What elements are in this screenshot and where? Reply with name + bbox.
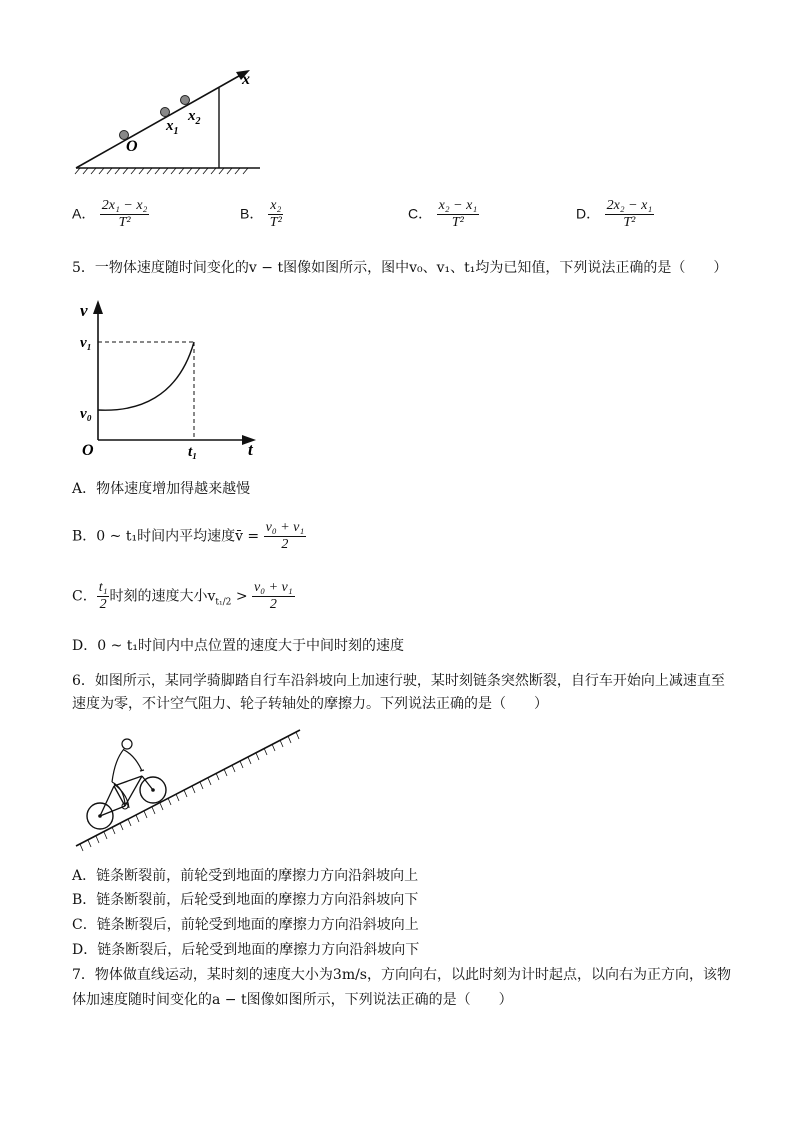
ball-x2 — [181, 96, 190, 105]
t-axis-label: t — [248, 440, 253, 459]
slope-line — [76, 730, 300, 846]
axis-x-label: x — [242, 71, 250, 88]
option-letter: B． — [240, 205, 264, 222]
option-letter: D． — [576, 205, 601, 222]
ball-x1 — [161, 108, 170, 117]
q4-option-a — [72, 198, 149, 231]
option-b-text: B．0 ~ t₁时间内平均速度v̄ = — [72, 528, 260, 545]
fraction: $\frac{\text{v₀ + v₁}}{2}$ — [254, 580, 293, 612]
q5-option-b — [72, 520, 306, 553]
q5-stem: 5．一物体速度随时间变化的v − t图像如图所示，图中v₀、v₁、t₁均为已知值，下列说法正确的是（ ） — [72, 260, 728, 276]
v-axis-arrow — [93, 300, 103, 314]
q4-option-c — [408, 198, 479, 231]
q7-stem-line1: 7．物体做直线运动，某时刻的速度大小为3m/s，方向向右，以此时刻为计时起点，以向右为正方向，该物 — [72, 967, 731, 983]
v0-label: v₀ — [80, 406, 92, 422]
fraction: $\frac{\text{x₂ − x₁}}{\text{T²}}$ — [438, 198, 478, 230]
q4-option-d — [576, 198, 654, 231]
fraction: $\frac{\text{t₁}}{2}$ — [98, 580, 108, 612]
q4-option-b — [240, 198, 284, 231]
x1-label: $x_1$ — [166, 118, 179, 137]
option-letter: C． — [72, 588, 97, 605]
incline-line — [76, 72, 246, 168]
q6-stem-line2: 速度为零，不计空气阻力、轮子转轴处的摩擦力。下列说法正确的是（ ） — [72, 696, 548, 712]
q6-stem-line1: 6．如图所示，某同学骑脚踏自行车沿斜坡向上加速行驶，某时刻链条突然断裂，自行车开始向上减速直至 — [72, 673, 725, 689]
option-letter: A． — [72, 205, 96, 222]
fraction: $\frac{\text{2x₂ − x₁}}{\text{T²}}$ — [606, 198, 653, 230]
bicycle-figure — [72, 724, 306, 854]
x2-label: $x_2$ — [188, 108, 201, 127]
q6-option-a: A．链条断裂前，前轮受到地面的摩擦力方向沿斜坡向上 — [72, 868, 419, 884]
q5-option-a: A．物体速度增加得越来越慢 — [72, 481, 251, 497]
fraction: $\frac{\text{x₂}}{\text{T²}}$ — [269, 198, 282, 230]
fraction: $\frac{\text{v₀ + v₁}}{2}$ — [265, 520, 305, 552]
q7-stem-line2: 体加速度随时间变化的a − t图像如图所示，下列说法正确的是（ ） — [72, 992, 513, 1008]
option-c-text: 时刻的速度大小v — [109, 588, 216, 605]
greater-than: > — [235, 588, 248, 605]
q6-option-b: B．链条断裂前，后轮受到地面的摩擦力方向沿斜坡向下 — [72, 892, 419, 908]
q5-option-c — [72, 580, 295, 613]
vt-graph — [78, 298, 264, 464]
rider — [112, 739, 142, 808]
origin-label: O — [82, 442, 94, 459]
v-axis-label: v — [80, 301, 88, 320]
q6-option-c: C．链条断裂后，前轮受到地面的摩擦力方向沿斜坡向上 — [72, 917, 419, 933]
origin-label: O — [126, 138, 138, 155]
subscript: t₁/2 — [215, 597, 232, 608]
q5-option-d: D．0 ~ t₁时间内中点位置的速度大于中间时刻的速度 — [72, 638, 404, 654]
q6-option-d: D．链条断裂后，后轮受到地面的摩擦力方向沿斜坡向下 — [72, 942, 420, 958]
incline-figure — [70, 64, 270, 176]
velocity-curve — [98, 342, 194, 410]
option-letter: C． — [408, 205, 433, 222]
fraction: $\frac{\text{2x₁ − x₂}}{\text{T²}}$ — [101, 198, 148, 230]
v1-label: v₁ — [80, 335, 92, 351]
t1-label: t₁ — [188, 444, 198, 460]
